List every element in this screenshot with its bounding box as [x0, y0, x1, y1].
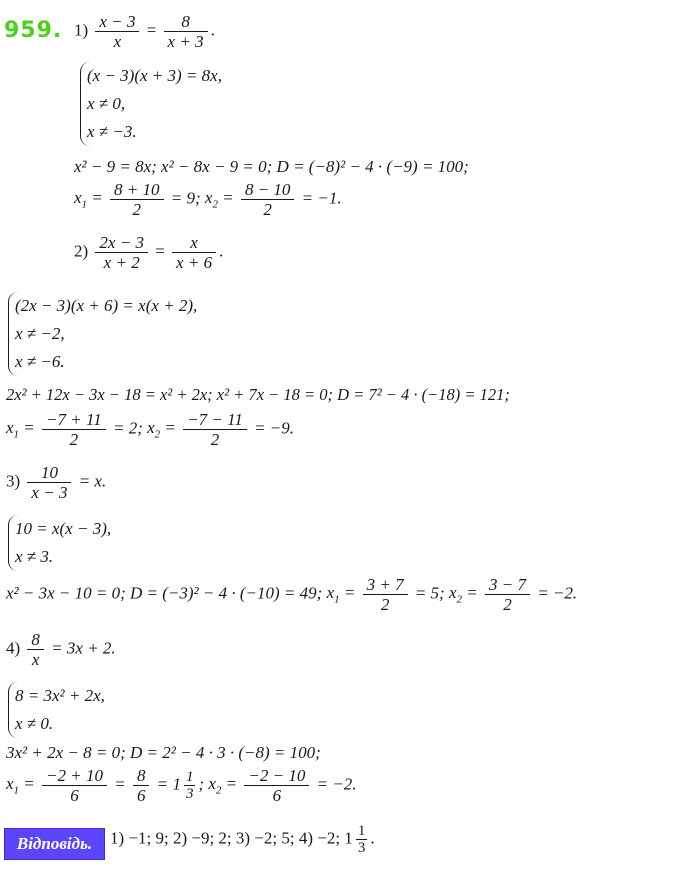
system-line: (2x − 3)(x + 6) = x(x + 2), [15, 296, 198, 315]
denominator: x [113, 32, 122, 51]
numerator: 8 [133, 766, 150, 786]
denominator: 2 [503, 595, 512, 614]
numerator: 3 − 7 [485, 575, 530, 595]
denominator: 2 [210, 430, 220, 449]
p3-discriminant-line: x² − 3x − 10 = 0; D = (−3)² − 4 · (−10) = 49; [6, 583, 323, 603]
denominator: x + 6 [176, 253, 213, 272]
system-line: 10 = x(x − 3), [15, 519, 112, 538]
p2-roots [6, 410, 294, 449]
denominator: x + 2 [103, 253, 140, 272]
numerator: 8 − 10 [241, 180, 294, 200]
p4-x2-fraction [244, 766, 309, 805]
denominator: 2 [132, 200, 142, 219]
numerator: 2x − 3 [95, 233, 148, 253]
x1-symbol: $x_1$ = [326, 583, 356, 606]
p2-x1-value: = 2; [112, 418, 143, 438]
p2-system [8, 292, 197, 376]
p2-lhs-fraction [95, 233, 148, 272]
numerator: 10 [27, 463, 71, 483]
p4-equation [6, 630, 116, 669]
answer-line [110, 823, 375, 856]
system-line: 8 = 3x² + 2x, [15, 686, 105, 705]
denominator: 3 [185, 786, 194, 802]
p3-equation [6, 463, 106, 502]
p3-discriminant-and-roots [6, 575, 577, 614]
equals-sign: = [156, 774, 169, 794]
p3-fraction [27, 463, 71, 502]
x2-symbol: $x_2$ = [448, 583, 478, 606]
answer-end: . [370, 828, 375, 848]
numerator: −2 − 10 [244, 766, 309, 786]
denominator: 6 [272, 786, 282, 805]
p3-system [8, 515, 111, 571]
p1-rhs-fraction [164, 12, 208, 51]
denominator: 6 [136, 786, 146, 805]
p4-label: 4) [6, 638, 21, 658]
p3-label: 3) [6, 471, 21, 491]
p2-x1-fraction [42, 410, 106, 449]
p3-x2-fraction [485, 575, 530, 614]
p1-x1-value: = 9; [170, 188, 201, 208]
p1-equation: 1) $\frac{x - 3}{x}$ = $\frac{8}{x + 3}$ . [74, 12, 215, 51]
p3-rhs: = x. [78, 471, 107, 491]
denominator: 2 [263, 200, 272, 219]
denominator: x − 3 [31, 483, 68, 502]
p4-roots [6, 766, 357, 805]
p1-x1-fraction [110, 180, 163, 219]
system-line: x ≠ −3. [87, 122, 137, 141]
numerator: −7 − 11 [183, 410, 247, 430]
p2-x2-value: = −9. [254, 418, 295, 438]
answer-text: 1) −1; 9; 2) −9; 2; 3) −2; 5; 4) −2; 1 [110, 828, 353, 848]
p3-x1-fraction [363, 575, 408, 614]
p2-rhs-fraction [172, 233, 216, 272]
numerator: 8 + 10 [110, 180, 163, 200]
p3-x2-value: = −2. [537, 583, 578, 603]
denominator: 2 [380, 595, 390, 614]
answer-fraction [356, 823, 368, 856]
numerator: −2 + 10 [42, 766, 107, 786]
x2-symbol: $x_2$ = [147, 418, 176, 441]
p4-fraction [27, 630, 44, 669]
p3-x1-value: = 5; [414, 583, 445, 603]
p2-x2-fraction [183, 410, 247, 449]
p1-x2-fraction [241, 180, 294, 219]
numerator: x − 3 [95, 12, 139, 32]
p2-equation: 2) $\frac{2x - 3}{x + 2}$ = $\frac{x}{x + 6}$ . [74, 233, 224, 272]
x1-symbol: $x_1$ = [74, 188, 103, 211]
p2-discriminant-line: 2x² + 12x − 3x − 18 = x² + 2x; x² + 7x − 18 = 0; D = 7² − 4 · (−18) = 121; [6, 385, 510, 404]
p1-system [80, 62, 222, 146]
x1-symbol: $x_1$ = [6, 774, 35, 797]
p4-x1-mid-fraction [133, 766, 150, 805]
p4-x1-mixed-fraction [184, 769, 196, 802]
system-line: x ≠ 0, [87, 94, 126, 113]
numerator: 8 [164, 12, 208, 32]
denominator: x [31, 650, 40, 669]
system-line: x ≠ 3. [15, 547, 54, 566]
p1-lhs-fraction [95, 12, 139, 51]
p1-roots [74, 180, 342, 219]
answer-badge: Відповідь. [4, 828, 105, 860]
x2-symbol: $x_2$ = [208, 774, 238, 797]
numerator: 1 [185, 769, 194, 785]
x2-symbol: $x_2$ = [204, 188, 234, 211]
p4-system [8, 682, 105, 738]
numerator: 1 [357, 823, 366, 839]
denominator: 6 [70, 786, 79, 805]
p4-x2-value: = −2. [316, 774, 357, 794]
system-line: (x − 3)(x + 3) = 8x, [87, 66, 222, 85]
denominator: x + 3 [167, 32, 204, 51]
numerator: 3 + 7 [363, 575, 408, 595]
numerator: x [172, 233, 216, 253]
p4-x1-whole: 1 [172, 774, 181, 794]
p4-rhs: = 3x + 2. [51, 638, 116, 658]
p4-discriminant-line: 3x² + 2x − 8 = 0; D = 2² − 4 · 3 · (−8) = 100; [6, 743, 321, 762]
numerator: 8 [27, 630, 44, 650]
equals-sign: = [146, 20, 157, 40]
p2-label: 2) [74, 241, 89, 261]
denominator: 3 [357, 840, 366, 856]
equals-sign: = [114, 774, 126, 794]
numerator: −7 + 11 [42, 410, 106, 430]
denominator: 2 [69, 430, 79, 449]
x1-symbol: $x_1$ = [6, 418, 35, 441]
p1-x2-value: = −1. [301, 188, 342, 208]
p4-x1-end: ; [198, 774, 205, 794]
problem-number: 959. [4, 18, 63, 43]
p4-x1-fraction [42, 766, 107, 805]
p1-label: 1) [74, 20, 89, 40]
system-line: x ≠ −2, [15, 324, 65, 343]
system-line: x ≠ 0. [15, 714, 54, 733]
system-line: x ≠ −6. [15, 352, 65, 371]
equals-sign: = [155, 241, 165, 261]
p1-discriminant-line: x² − 9 = 8x; x² − 8x − 9 = 0; D = (−8)² − 4 · (−9) = 100; [74, 157, 469, 176]
